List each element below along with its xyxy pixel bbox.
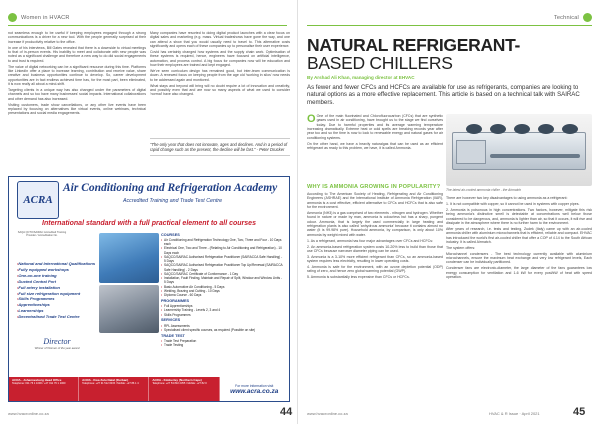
section-marker-icon — [583, 13, 592, 22]
article-byline: By Arshad Ali Khan, managing director at EHVAC — [307, 75, 415, 80]
right-intro-col — [307, 114, 443, 180]
paragraph: 5. Ammonia is substantially less expensive than CFCs or HCFCs. — [307, 275, 410, 280]
list-item: • Ducted Central Port — [17, 279, 97, 285]
list-item: • Trade Testing — [161, 343, 184, 347]
list-item: • Diploma Course - 60 Days — [161, 293, 202, 297]
list-item: • Electrical One, Two and Three - (Relating to Air Conditioning and Refrigeration) - 10 Days each — [161, 246, 282, 255]
trade-test-heading: TRADE TEST — [161, 333, 185, 338]
left-page — [0, 0, 298, 424]
ad-title: Air Conditioning and Refrigeration Academy — [63, 182, 278, 194]
photo-caption: The latest air-cooled ammonia chiller - the Airmatch — [446, 188, 522, 192]
paragraph: The value of digital networking can be a significant resource during this time. Platforms like LinkedIn offer a place to increase learning, contribution and receive value, share creative and business opportunities continue to develop. So, career development opportunities are in fact endless achieved time has, for the most part, been eliminated, it is now really all about a mind-shift. — [8, 64, 146, 86]
left-header — [8, 12, 287, 23]
courses-heading: COURSES — [161, 232, 180, 237]
paragraph: After years of research, i.e. tests and testing, Zudek (Italy) came up with an air-cooled ammonia chiller with aluminium microchannels that is efficient, reliable and compact. EHVAC has introduced the world's first air-cooled chiller that offer a COP of 4.14 to the South African industry. It is called Airmatch. — [446, 226, 592, 244]
paragraph: Ammonia (NH3) is a gas comprised of two elements - nitrogen and hydrogen. Whether found in nature or made by man, ammonia is colourless but has a sharp, pungent odour. Ammonia, that is largely the used commercially in large heating and refrigeration plants is also called 'anhydrous ammonia' because it contains almost no water (it is 99.98% pure). Household ammonia, by comparison, is only about 10% ammonia by weight mixed with water. — [307, 210, 443, 237]
ad-courses-column — [161, 231, 283, 347]
right-footer-issue: HVAC & R Issue · April 2021 — [489, 411, 540, 416]
right-body-col1 — [307, 192, 443, 402]
right-section-title: Technical — [553, 14, 579, 21]
list-item: • One-on-one training — [17, 273, 97, 279]
ad-website[interactable]: For more information visit www.acra.co.za — [220, 377, 289, 401]
ad-subtitle: Accredited Training and Trade Test Centre — [123, 198, 223, 204]
section-heading: WHY IS AMMONIA GROWING IN POPULARITY? — [307, 184, 441, 190]
left-article-col1 — [8, 31, 146, 173]
ad-accreditation: SAQA QCTO/SAIRAC Accredited Training Provider / Accreditation No. — [17, 231, 67, 238]
list-item: • Fully equipped workshops — [17, 267, 97, 273]
article-lede: As fewer and fewer CFCs and HCFCs are available for use as refrigerants, companies are looking to natural options as a more effective replacement. This article is based on a technical talk with SAIRAC members. — [307, 84, 580, 106]
ad-tagline: International standard with a full practical element to all courses — [42, 220, 256, 227]
left-header-rule — [8, 25, 287, 26]
list-item: • SAQCC/SAIRAC Certificate of Conformance - 1 Day — [161, 271, 239, 276]
list-item: • Welding, Brazing and Cutting - 10 Days — [161, 288, 220, 293]
paragraph: not seamless enough to be useful if keeping employees engaged through a strong communications is a driver for a new tool. With the people generally surprised at their increase if productivity relative to the office. — [8, 31, 146, 44]
drop-cap: O — [307, 114, 316, 125]
list-item: • SAQCC/SAIRAC Authorised Refrigeration Practitioner (SAIRACCA Safe Handling) - 5 Days — [161, 254, 283, 263]
article-title-line2: BASED CHILLERS — [307, 53, 453, 73]
fan-icon — [538, 124, 554, 134]
right-header-rule — [307, 25, 592, 26]
left-article-col2 — [150, 31, 290, 135]
paragraph: We've seen curriculum design has remained good, but inter-team communication is down. A renewed focus on keeping people from the age old 'working in silos' now needs to be addressed again and monitored. — [150, 68, 290, 82]
paragraph: What stays and beyond will bring will no doubt require a lot of innovation and creativity, and possibly even that and are now so many aspects of what we used to consider 'normal' have also changed. — [150, 83, 290, 97]
list-item: • Apprenticeships — [17, 302, 97, 308]
section-marker-icon — [8, 13, 17, 22]
paragraph: Many companies have resorted to doing digital product launches with a clear focus on digital sales and marketing (e.g. mass. Virtual tradeshows have gone the way, and one can attend a show that you would usually need to travel to. This alternative costs significantly and opens each of these companies up to personalise their user experience. — [150, 31, 290, 49]
left-page-number: 44 — [280, 406, 293, 418]
ad-website-link: www.acra.co.za — [230, 387, 279, 395]
list-item: • National and International Qualifications — [17, 261, 97, 267]
programmes-heading: PROGRAMMES — [161, 298, 190, 303]
ad-training-photo — [99, 233, 159, 283]
list-item: • Learnerships — [17, 308, 97, 314]
ad-contact-footer — [9, 377, 289, 401]
ad-workshop-photo — [99, 285, 159, 333]
pipe — [490, 154, 580, 158]
left-section-title: Women in HVACR — [21, 14, 70, 21]
paragraph: 2. Ammonia is poisonous in high concentrations. Two factors, however, mitigate this risk being ammonia's distinctive smell is detectable at concentrations well below those considered to be dangerous, and, ammonia is lighter than air, so that it occurs, it will rise and dissipate in the atmosphere where there is no further harm to the environment. — [446, 207, 592, 225]
article-title-line1: NATURAL REFRIGERANT- — [307, 35, 521, 55]
acra-logo: ACRA — [17, 181, 59, 219]
paragraph: 4. Ammonia is safe for the environment, with an ozone depletion potential (ODP) rating of zero, and hence zero global warming potential (GWP). — [307, 265, 443, 274]
list-item: • Full artery installation — [17, 285, 97, 291]
list-item: • Skills Programmes — [17, 296, 97, 302]
ad-signature: Director Winner of Women of the year award — [34, 337, 80, 350]
list-item: • Skills Programmes — [161, 312, 191, 317]
services-heading: SERVICES — [161, 318, 181, 323]
list-item: • Trade Test Preparation — [161, 338, 197, 343]
pull-quote: "The only year that does not innovate, ages and declines. And in a period of rapid change such as the present, the decline will be fast." - Peter Drucker — [150, 138, 290, 156]
fan-icon — [562, 124, 578, 134]
list-item: • Air Conditioning and Refrigeration Technology One, Two, Three and Four - 10 Days each — [161, 237, 282, 246]
paragraph: 1. As a refrigerant, ammonia has four major advantages over CFCs and HCFCs: — [307, 238, 433, 243]
control-panel — [456, 140, 486, 164]
paragraph: Targeting clients in a unique way has also changed under the parameters of digital channels and so too have many businesses' social impacts. International collaborations and other demand has also increased. — [8, 87, 146, 101]
right-page — [299, 0, 600, 424]
paragraph: Visiting customers, trade show cancellations, or any other live events have been replaced by focusing on alternatives like virtual events, online webinars, technical presentations and social media engagements. — [8, 102, 146, 116]
list-item: • RPL Assessments — [161, 323, 190, 328]
paragraph: The system offers: — [446, 245, 476, 250]
paragraph: According to The American Society of Heating, Refrigerating and Air Conditioning Engineers (ASHRAE) and the International Institute of Ammonia Refrigeration (IIAR), ammonia is a cost effective, efficient alternative to CFCs and HCFCs that is also safe for the environment. — [307, 192, 443, 210]
paragraph: 3. Ammonia is a 3-10% more efficient refrigerant than CFCs, so an ammonia-based system requires less electricity, resulting in lower operating costs. — [307, 254, 443, 264]
ad-contact-branch: ACRA - Kimberley (Northern Cape) Telephone: +27 53 832 2355 / Mobile: +27 82 0 — [149, 377, 219, 401]
paragraph: Microchannel condensers - The best technology currently available with aluminium microchannels, ensure the maximum heat exchange and very low refrigerant levels, Each condenser can be individually partitioned. — [446, 251, 592, 265]
left-footer-url: www.hvacronline.co.za — [8, 411, 49, 416]
paragraph: 2. An ammonia-based refrigeration system costs 10-20% less to build than those that use CFCs because narrower diameter piping can be used. — [307, 244, 443, 253]
ad-contact-branch: ACRA - Kwa Zulu Natal (Durban) Telephone: +27 31 512 0015 / Mobile: +27 86 1 4 — [79, 377, 149, 401]
chiller-photo — [446, 114, 592, 186]
fan-icon — [466, 124, 482, 134]
paragraph: There are however two key disadvantages to using ammonia as a refrigerant: — [446, 196, 568, 200]
list-item: • Specialised client specific courses, as required (Possible on site) — [161, 327, 256, 332]
article-title — [307, 36, 591, 72]
right-body-col2 — [446, 196, 592, 402]
acra-advertisement[interactable] — [8, 176, 290, 402]
paragraph: Covid has certainly changed how systems and the supply chain work. Optimisation of these systems is required, hence, engineers have focused on artificial intelligence, automation, and process control. A big focus for companies now will be education and how their employees are trained and kept engaged. — [150, 49, 290, 67]
list-item: • Full Apprenticeships — [161, 304, 193, 308]
list-item: • Decentralised Trade Test Centre — [17, 314, 97, 320]
paragraph: On the other hand, we have a heavily naturalgas that can be used as an efficient refrigerant as ready to this problem, we have, it is called Ammonia. — [307, 141, 443, 150]
list-item: • SAQCC/SAIRAC Authorised Refrigeration Practitioner Top Up/Renewal (SAIRACCA Safe Handling) - 2 Days — [161, 263, 283, 272]
fan-icon — [490, 124, 506, 134]
paragraph: 1. It is not compatible with copper, so it cannot be used in systems with copper pipes. — [446, 201, 580, 206]
right-footer-url: www.hvacronline.co.za — [307, 411, 348, 416]
list-item: • Full size refrigeration equipment — [17, 291, 97, 297]
list-item: • Learnership Training - Levels 2, 3 and 4 — [161, 308, 221, 313]
list-item: • Basic Automotive Air Conditioning - 5 Days — [161, 284, 225, 289]
fan-icon — [514, 124, 530, 134]
list-item: • Installation, Fault Finding, Maintain and Repair of Split, Window and Window Units - 5 Days — [161, 276, 282, 285]
paragraph: Condenser fans are electronic-diameter, the large diameter of the fans guarantees low energy consumption for ventilation and 1-6 kW for every post/kW of heat with speed operation. — [446, 266, 592, 280]
right-page-number: 45 — [573, 406, 586, 418]
paragraph: O One of the main fluorinated and Chlorofluorocarbon (CFCs) that are synthetic gases used in air conditioning, have brought us to the stage we find ourselves today. Due to harmful properties and its average warming temperature increasing dramatically. Extreme heat or cold spells are breaking records year after year too and so the time is now to look to renewable energy and natural gases for air conditioning systems. — [307, 114, 443, 140]
ad-features-list — [17, 261, 97, 320]
right-header — [307, 12, 592, 23]
paragraph: In one of his interviews, Bill Gates revealed that there is a downside to virtual meetings to that of in-person events. His inability to meet and collaborate with new people was noted as a significant challenge and therefore a new way to do did social engagements to and trust is required. — [8, 45, 146, 63]
ad-contact-branch: ACRA - Johannesburg Head Office Telephone: 011 76 1 1000 / +27 011 76 1 1000 — [9, 377, 79, 401]
